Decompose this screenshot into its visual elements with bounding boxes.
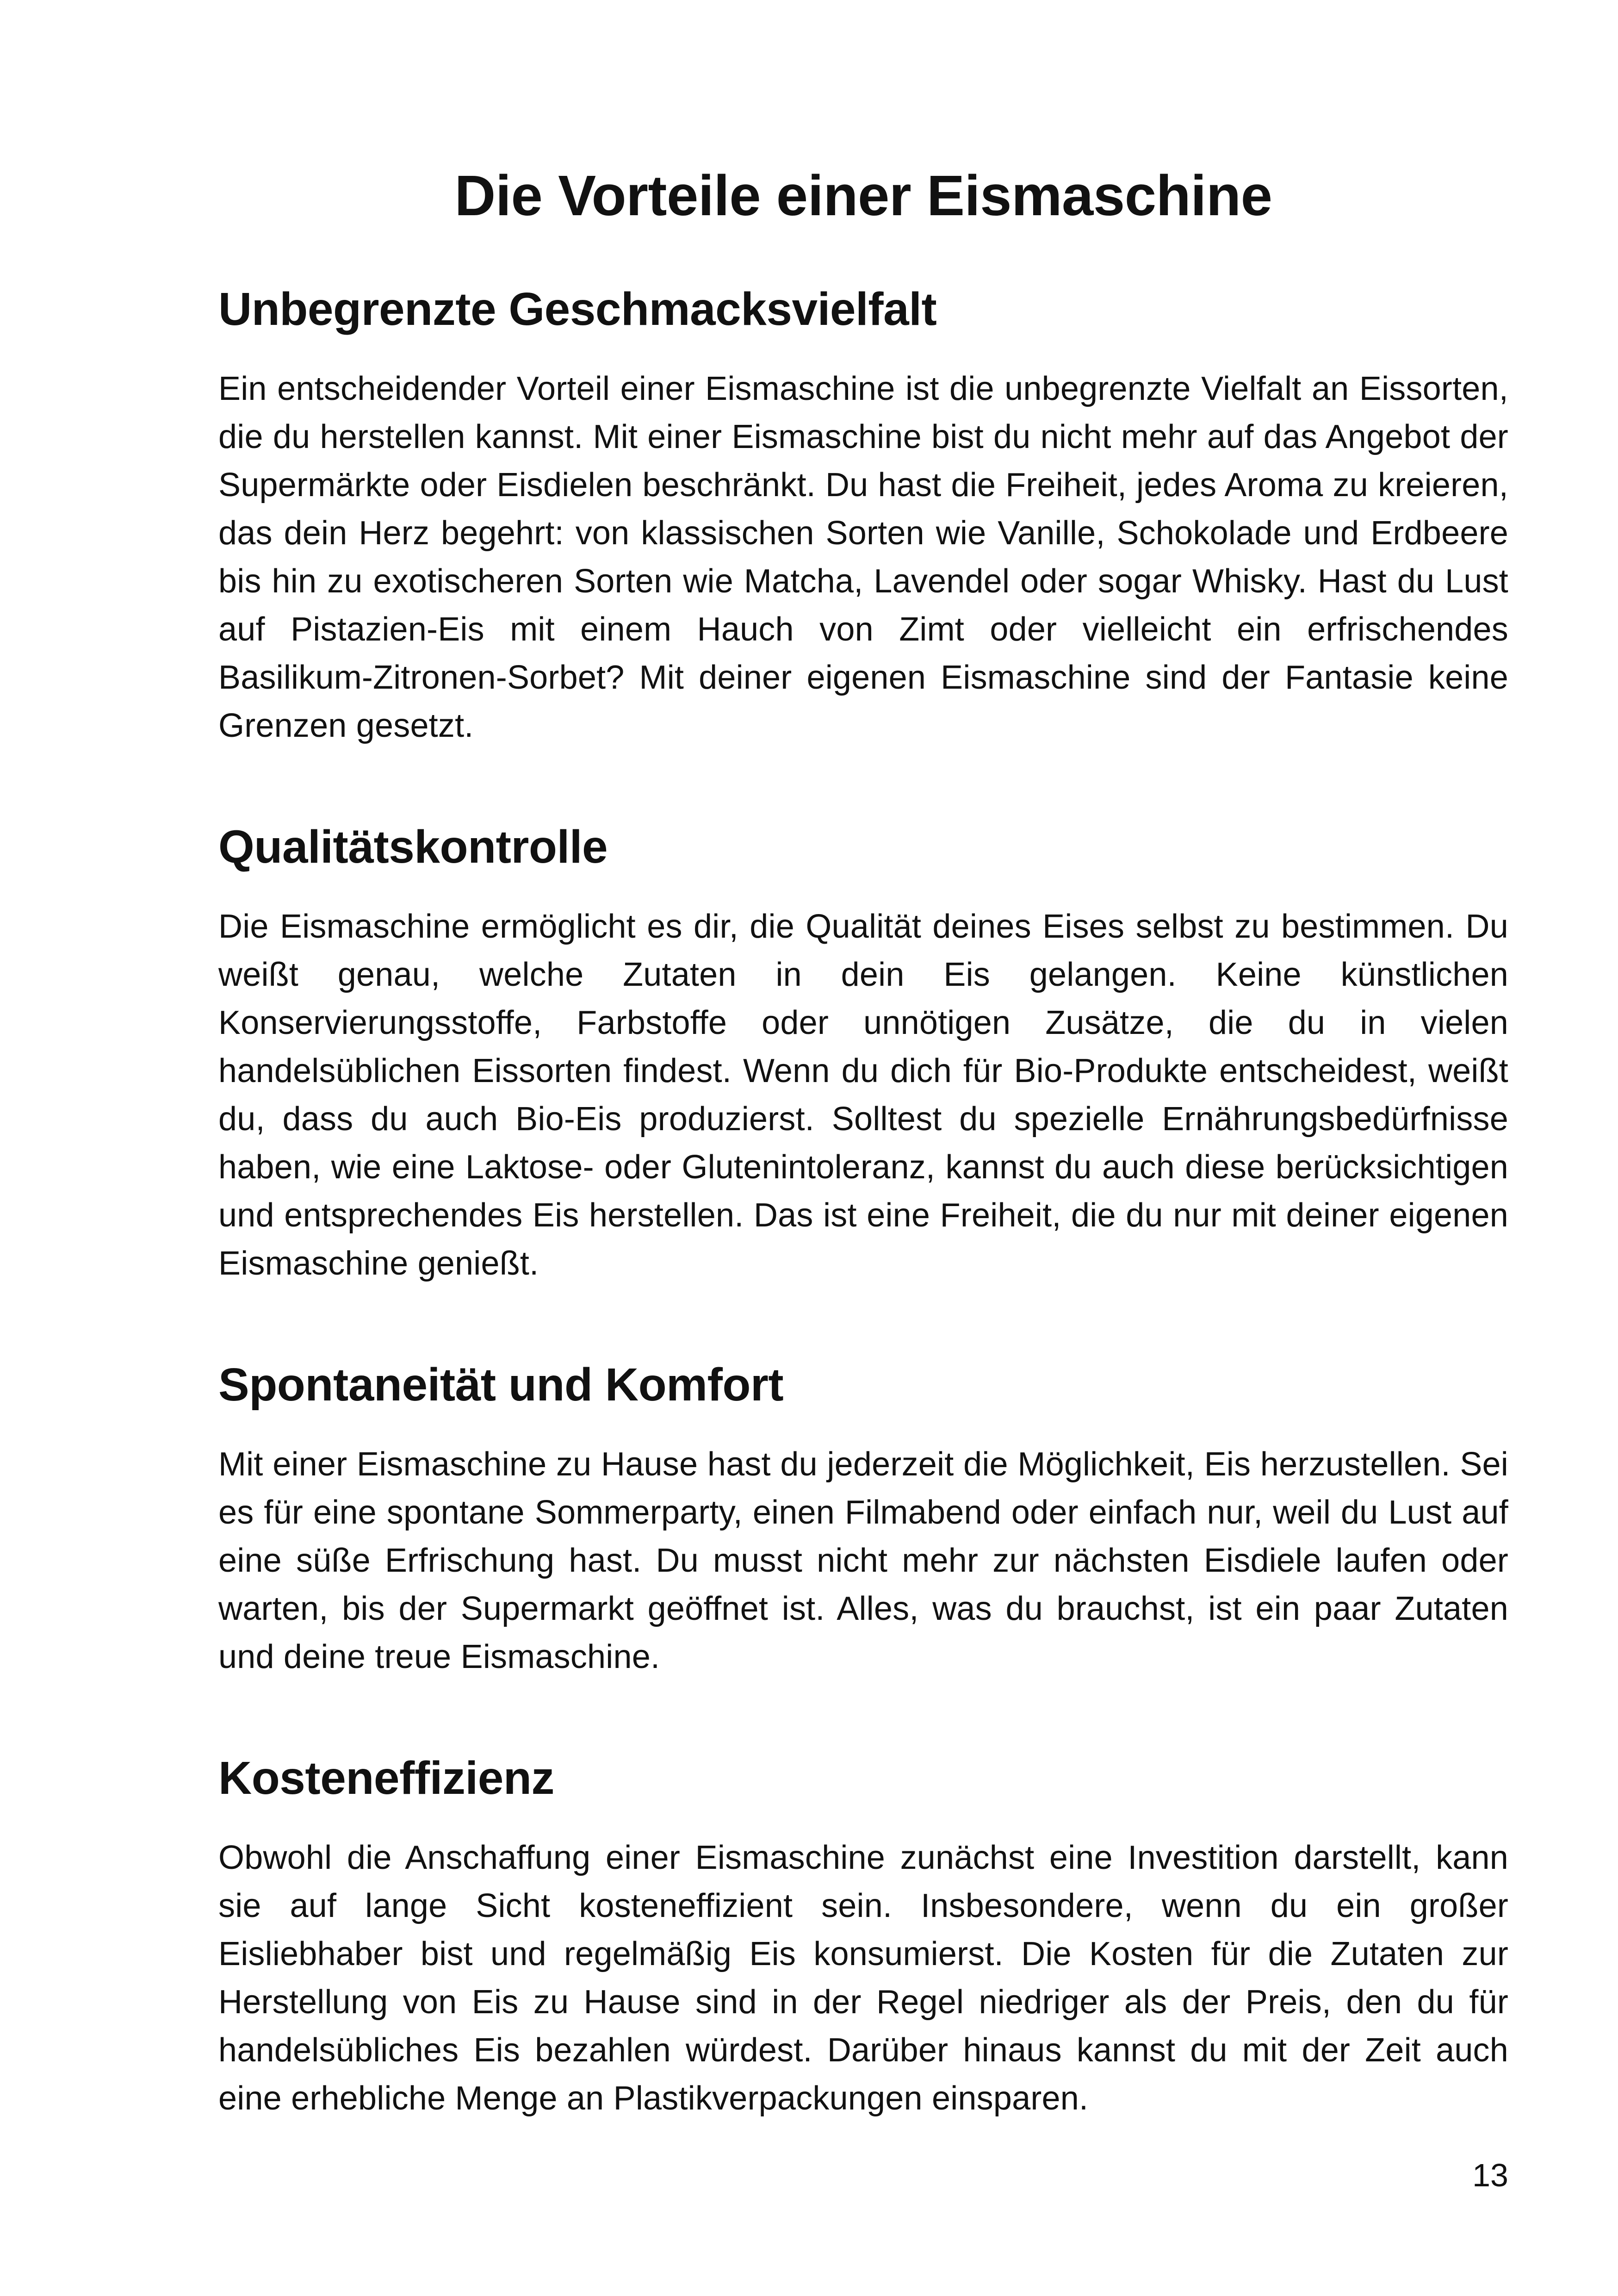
section-body: Mit einer Eismaschine zu Hause hast du jederzeit die Möglichkeit, Eis herzustellen. Sei es für eine spontane Sommerparty, einen Filmabend oder einfach nur, weil du Lust auf eine süße Erfrischung hast. Du musst nicht mehr zur nächsten Eisdiele laufen oder warten, bis der Supermarkt geöffnet ist. Alles, was du brauchst, ist ein paar Zutaten und deine treue Eismaschine. (218, 1445, 1508, 1675)
section-heading: Qualitätskontrolle (218, 821, 608, 873)
section-body: Die Eismaschine ermöglicht es dir, die Qualität deines Eises selbst zu bestimmen. Du weißt genau, welche Zutaten in dein Eis gelangen. Keine künstlichen Konservierungsstoffe, Farbstoffe oder unnötigen Zusätze, die du in vielen handelsüblichen Eissorten findest. Wenn du dich für Bio-Produkte entscheidest, weißt du, dass du auch Bio-Eis produzierst. Solltest du spezielle Ernährungsbedürfnisse haben, wie eine Laktose- oder Glutenintoleranz, kannst du auch diese berücksichtigen und entsprechendes Eis herstellen. Das ist eine Freiheit, die du nur mit deiner eigenen Eismaschine genießt. (218, 908, 1508, 1282)
page-number: 13 (1472, 2157, 1508, 2193)
section-qualitaetskontrolle (218, 819, 1508, 1288)
section-heading: Kosteneffizienz (218, 1752, 554, 1804)
section-spontaneitaet-komfort (218, 1357, 1508, 1681)
section-heading: Unbegrenzte Geschmacksvielfalt (218, 283, 937, 335)
page-content (218, 162, 1508, 2122)
page-title: Die Vorteile einer Eismaschine (454, 164, 1272, 228)
section-kosteneffizienz (218, 1750, 1508, 2122)
section-heading: Spontaneität und Komfort (218, 1358, 784, 1411)
section-geschmacksvielfalt (218, 281, 1508, 750)
section-body: Ein entscheidender Vorteil einer Eismaschine ist die unbegrenzte Vielfalt an Eissorten, die du herstellen kannst. Mit einer Eismaschine bist du nicht mehr auf das Angebot der Supermärkte oder Eisdielen beschränkt. Du hast die Freiheit, jedes Aroma zu kreieren, das dein Herz begehrt: von klassischen Sorten wie Vanille, Schokolade und Erdbeere bis hin zu exotischeren Sorten wie Matcha, Lavendel oder sogar Whisky. Hast du Lust auf Pistazien-Eis mit einem Hauch von Zimt oder vielleicht ein erfrischendes Basilikum-Zitronen-Sorbet? Mit deiner eigenen Eismaschine sind der Fantasie keine Grenzen gesetzt. (218, 370, 1508, 744)
section-body: Obwohl die Anschaffung einer Eismaschine zunächst eine Investition darstellt, kann sie auf lange Sicht kosteneffizient sein. Insbesondere, wenn du ein großer Eisliebhaber bist und regelmäßig Eis konsumierst. Die Kosten für die Zutaten zur Herstellung von Eis zu Hause sind in der Regel niedriger als der Preis, den du für handelsübliches Eis bezahlen würdest. Darüber hinaus kannst du mit der Zeit auch eine erhebliche Menge an Plastikverpackungen einsparen. (218, 1839, 1508, 2117)
